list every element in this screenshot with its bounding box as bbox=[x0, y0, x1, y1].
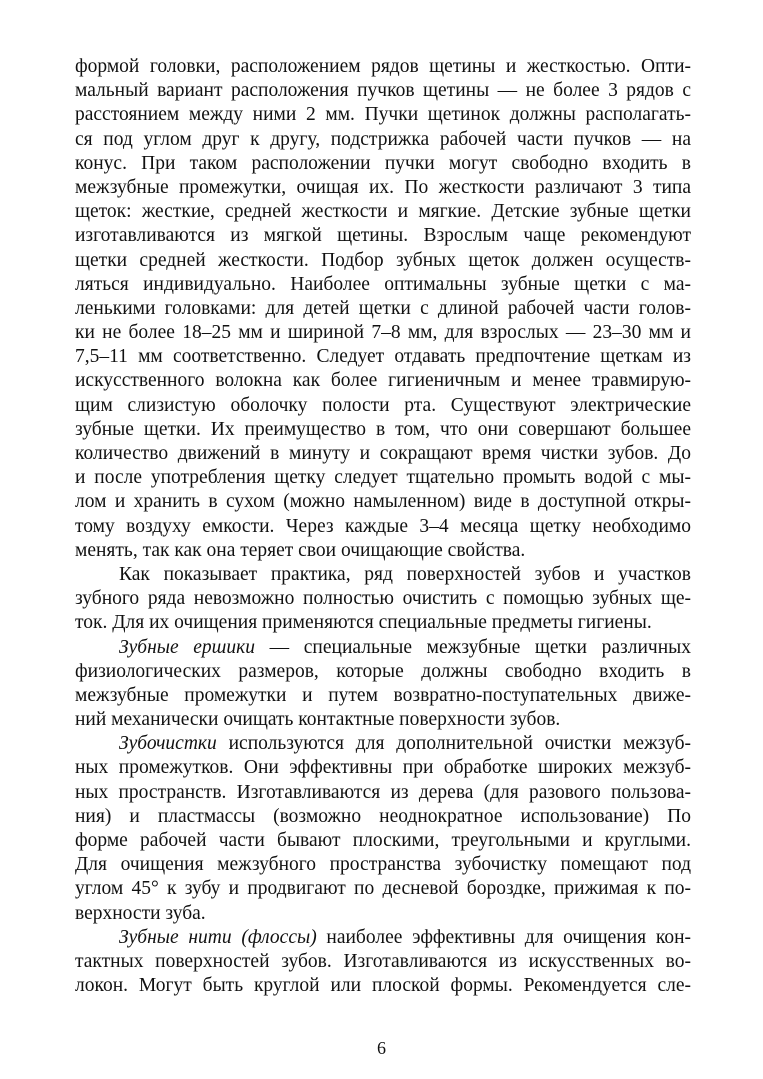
text-line: зубного ряда невозможно полностью очистить с помощью зубных ще- bbox=[75, 588, 691, 610]
text-line: щетки средней жесткости. Подбор зубных щеток должен осуществ- bbox=[75, 249, 691, 271]
paragraph-dental-floss bbox=[75, 926, 691, 999]
text-fragment: — специальные межзубные щетки различных bbox=[255, 636, 691, 658]
page-number: 6 bbox=[377, 1038, 386, 1058]
text-line: формой головки, расположением рядов щетины и жесткостью. Опти- bbox=[75, 56, 691, 77]
text-fragment: наиболее эффективны для очищения кон- bbox=[316, 926, 691, 948]
text-line: щеток: жесткие, средней жесткости и мягкие. Детские зубные щетки bbox=[75, 201, 691, 223]
text-line: лом и хранить в сухом (можно намыленном) виде в доступной откры- bbox=[75, 491, 691, 513]
paragraph-toothbrush-description bbox=[75, 55, 691, 563]
text-line: расстоянием между ними 2 мм. Пучки щетинок должны располагать- bbox=[75, 104, 691, 126]
text-line bbox=[75, 926, 691, 950]
text-line: углом 45° к зубу и продвигают по десневой бороздке, прижимая к по- bbox=[75, 878, 691, 900]
text-line: изготавливаются из мягкой щетины. Взрослым чаще рекомендуют bbox=[75, 225, 691, 247]
text-line bbox=[75, 732, 691, 756]
text-line: зубные щетки. Их преимущество в том, что они совершают большее bbox=[75, 418, 691, 440]
text-line: ния) и пластмассы (возможно неоднократное использование) По bbox=[75, 805, 691, 827]
text-line: межзубные промежутки, очищая их. По жесткости различают 3 типа bbox=[75, 176, 691, 198]
text-line: Как показывает практика, ряд поверхностей зубов и участков bbox=[119, 563, 691, 585]
paragraph-practice bbox=[75, 563, 691, 636]
term-interdental-brushes: Зубные ершики bbox=[119, 636, 256, 658]
text-line: мальный вариант расположения пучков щетины — не более 3 рядов с bbox=[75, 80, 691, 102]
text-line: ляться индивидуально. Наиболее оптимальны зубные щетки с ма- bbox=[75, 273, 691, 295]
text-line: конус. При таком расположении пучки могут свободно входить в bbox=[75, 152, 691, 174]
text-line: межзубные промежутки и путем возвратно-поступательных движе- bbox=[75, 684, 691, 706]
text-line: менять, так как она теряет свои очищающие свойства. bbox=[75, 539, 526, 561]
text-line: искусственного волокна как более гигиеничным и менее травмирую- bbox=[75, 370, 691, 392]
text-line: и после употребления щетку следует тщательно промыть водой с мы- bbox=[75, 467, 691, 489]
text-line: ленькими головками: для детей щетки с длиной рабочей части голов- bbox=[75, 297, 691, 319]
text-line bbox=[75, 636, 691, 660]
text-line: ки не более 18–25 мм и шириной 7–8 мм, для взрослых — 23–30 мм и bbox=[75, 322, 691, 344]
text-line: физиологических размеров, которые должны свободно входить в bbox=[75, 660, 691, 682]
page-body bbox=[75, 55, 691, 998]
text-line: щим слизистую оболочку полости рта. Существуют электрические bbox=[75, 394, 691, 416]
text-line: форме рабочей части бывают плоскими, треугольными и круглыми. bbox=[75, 830, 691, 851]
text-line: тактных поверхностей зубов. Изготавливаются из искусственных во- bbox=[75, 950, 691, 972]
text-line: ний механически очищать контактные поверхности зубов. bbox=[75, 709, 561, 731]
text-line: ся под углом друг к другу, подстрижка рабочей части пучков — на bbox=[75, 128, 691, 150]
text-line: ток. Для их очищения применяются специальные предметы гигиены. bbox=[75, 612, 652, 634]
text-fragment: используются для дополнительной очистки межзуб- bbox=[216, 733, 691, 755]
text-line: количество движений в минуту и сокращают время чистки зубов. До bbox=[75, 443, 691, 464]
text-line: 7,5–11 мм соответственно. Следует отдавать предпочтение щеткам из bbox=[75, 346, 691, 368]
term-toothpicks: Зубочистки bbox=[119, 733, 217, 755]
text-line: ных промежутков. Они эффективны при обработке широких межзуб- bbox=[75, 757, 691, 779]
paragraph-toothpicks bbox=[75, 732, 691, 926]
text-line: ных пространств. Изготавливаются из дерева (для разового пользова- bbox=[75, 781, 691, 803]
term-dental-floss: Зубные нити (флоссы) bbox=[119, 926, 317, 948]
text-line: тому воздуху емкости. Через каждые 3–4 месяца щетку необходимо bbox=[75, 515, 691, 537]
text-line: локон. Могут быть круглой или плоской формы. Рекомендуется сле- bbox=[75, 975, 691, 997]
text-line: Для очищения межзубного пространства зубочистку помещают под bbox=[75, 854, 691, 876]
paragraph-interdental-brushes bbox=[75, 636, 691, 733]
text-line: верхности зуба. bbox=[75, 902, 206, 924]
